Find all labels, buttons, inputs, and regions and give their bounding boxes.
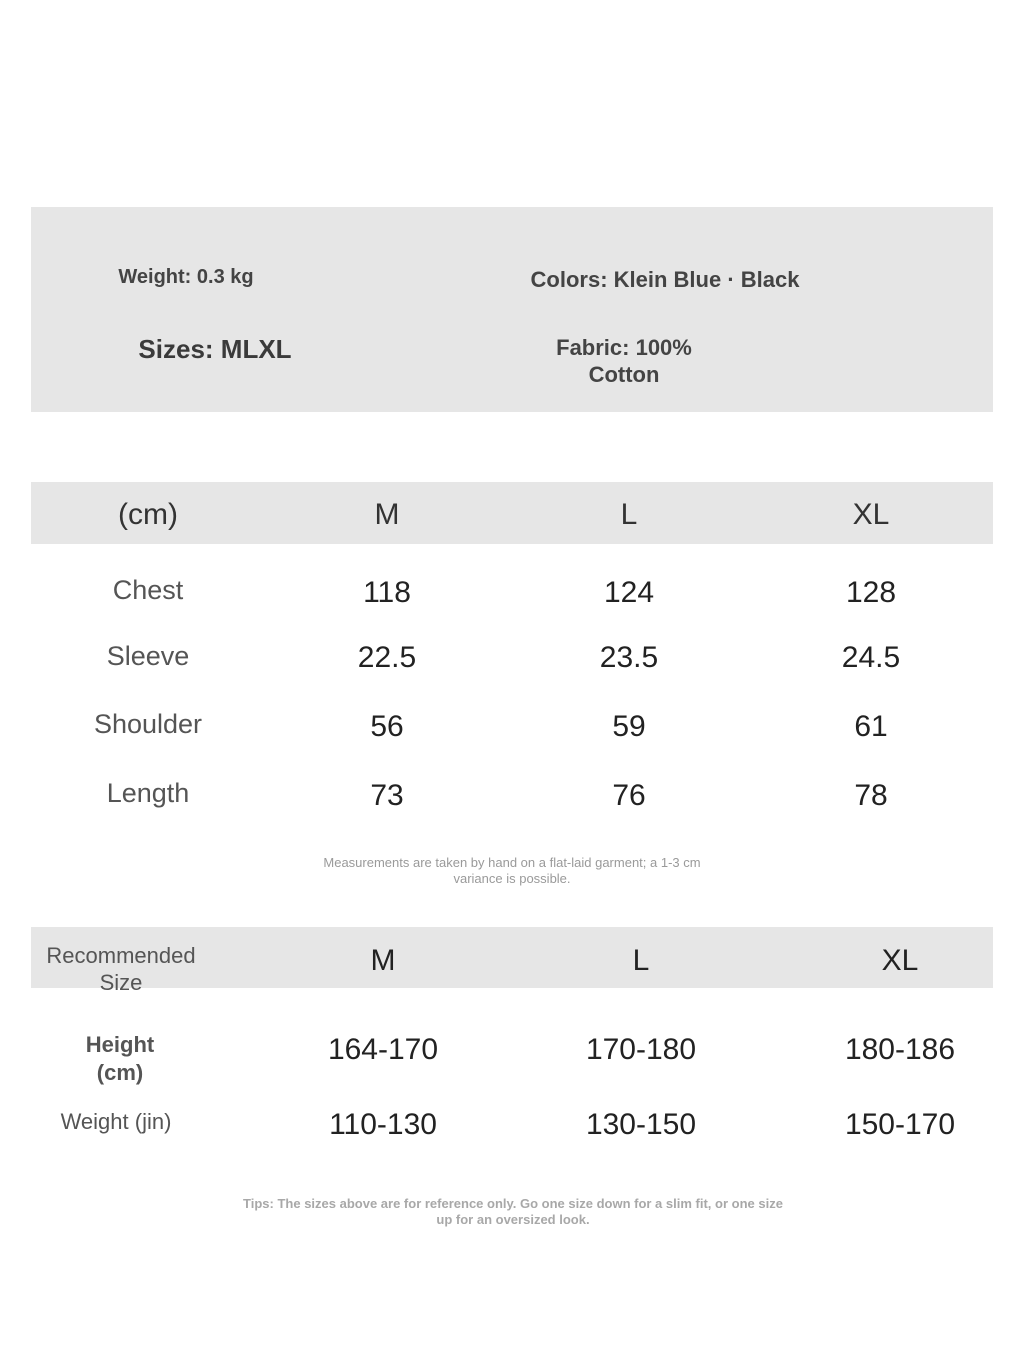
rec-size-header-xl: XL (881, 944, 919, 977)
unit-header: (cm) (118, 498, 178, 531)
cell-height-l: 170-180 (585, 1033, 697, 1066)
cell-weight-l: 130-150 (585, 1108, 697, 1141)
size-header-l: L (620, 498, 638, 531)
recommended-size-header: Recommended Size (46, 943, 196, 995)
size-header-m: M (374, 498, 400, 531)
product-weight: Weight: 0.3 kg (118, 266, 254, 288)
row-label-weight: Weight (jin) (60, 1109, 172, 1134)
cell-shoulder-l: 59 (612, 710, 646, 743)
cell-length-xl: 78 (854, 779, 888, 812)
cell-weight-m: 110-130 (329, 1108, 437, 1141)
row-label-length: Length (106, 778, 190, 808)
rec-size-header-m: M (370, 944, 396, 977)
cell-shoulder-m: 56 (370, 710, 404, 743)
row-label-shoulder: Shoulder (93, 709, 203, 739)
cell-chest-m: 118 (363, 576, 411, 609)
measurement-note: Measurements are taken by hand on a flat-laid garment; a 1-3 cm variance is possible. (323, 855, 701, 886)
row-label-height: Height (cm) (85, 1032, 155, 1085)
cell-chest-l: 124 (603, 576, 655, 609)
product-info-panel (31, 207, 993, 412)
product-sizes: Sizes: MLXL (138, 334, 292, 364)
row-label-chest: Chest (112, 575, 184, 605)
size-tips-note: Tips: The sizes above are for reference only. Go one size down for a slim fit, or one size up for an oversized look. (243, 1196, 783, 1227)
cell-weight-xl: 150-170 (844, 1108, 956, 1141)
cell-length-m: 73 (370, 779, 404, 812)
cell-sleeve-m: 22.5 (357, 641, 417, 674)
product-fabric: Fabric: 100% Cotton (556, 335, 692, 387)
rec-size-header-l: L (632, 944, 650, 977)
cell-height-m: 164-170 (327, 1033, 439, 1066)
product-colors: Colors: Klein Blue · Black (530, 267, 800, 292)
cell-chest-xl: 128 (845, 576, 897, 609)
cell-sleeve-xl: 24.5 (841, 641, 901, 674)
cell-length-l: 76 (612, 779, 646, 812)
row-label-sleeve: Sleeve (106, 641, 190, 671)
cell-sleeve-l: 23.5 (599, 641, 659, 674)
cell-height-xl: 180-186 (844, 1033, 956, 1066)
size-header-xl: XL (852, 498, 890, 531)
cell-shoulder-xl: 61 (854, 710, 888, 743)
